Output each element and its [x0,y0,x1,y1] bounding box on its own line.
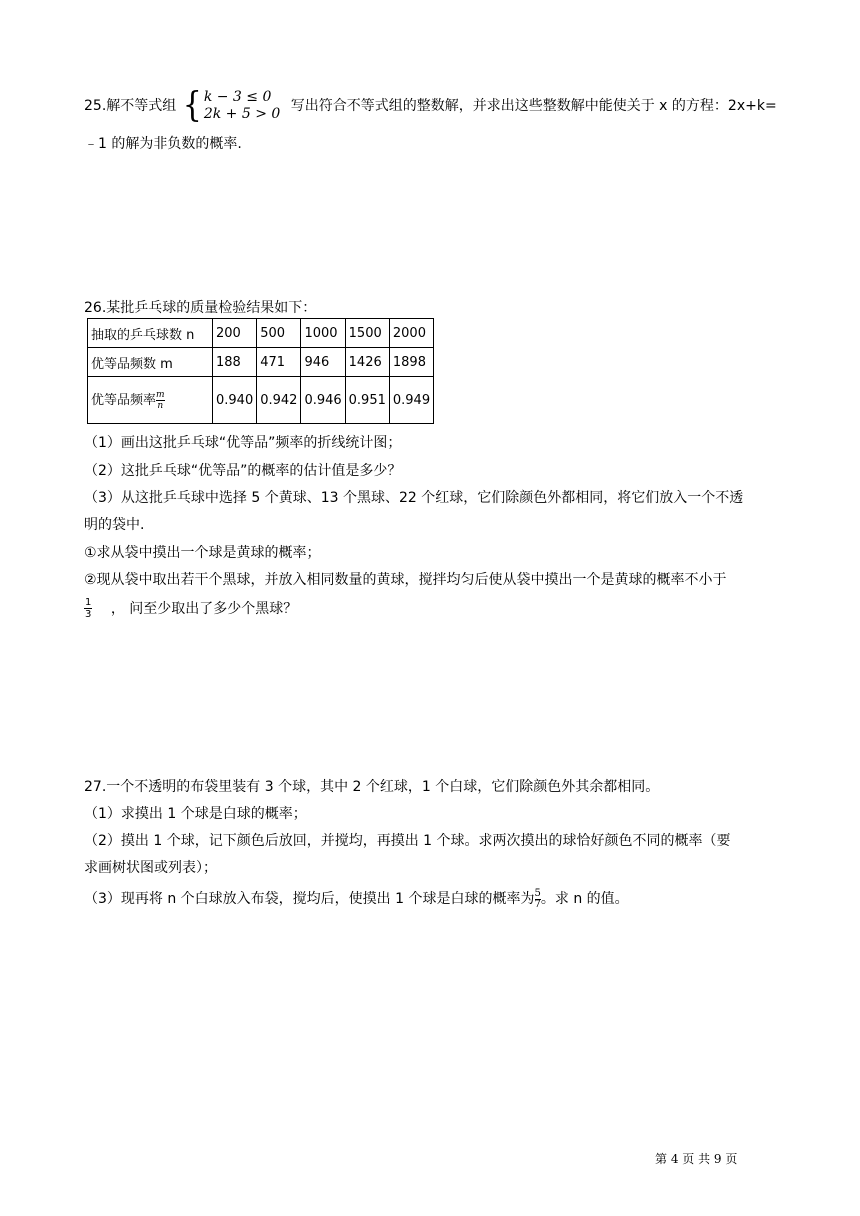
brace-symbol: { [182,85,202,126]
q27-part3-pre: （3）现再将 n 个白球放入布袋，搅均后，使摸出 1 个球是白球的概率为 [84,891,535,907]
page-number: 第 4 页 共 9 页 [655,1152,738,1166]
table-cell: 优等品频数 m [88,348,213,377]
q27-part1: （1）求摸出 1 个球是白球的概率； [84,806,307,822]
fraction-one-third [84,597,92,620]
fraction-denominator: 7 [534,898,541,910]
table-cell: 188 [213,348,257,377]
table-cell: 0.951 [345,377,389,424]
q26-part3-line1: （3）从这批乒乓球中选择 5 个黄球、13 个黑球、22 个红球，它们除颜色外都相同，将它们放入一个不透 [84,490,744,506]
fraction-m-over-n [156,390,165,411]
q25-rest: 写出符合不等式组的整数解，并求出这些整数解中能使关于 x 的方程：2x+k= [290,98,777,114]
table-cell: 0.942 [257,377,301,424]
table-cell: 2000 [389,319,433,348]
fraction-numerator: m [156,390,165,400]
table-cell: 0.949 [389,377,433,424]
q26-sub2-tail: ， 问至少取出了多少个黑球？ [110,600,298,617]
q26-part3-line2: 明的袋中. [84,517,145,533]
fraction-numerator: 5 [534,887,541,899]
table-cell: 1426 [345,348,389,377]
fraction-denominator: n [157,401,164,411]
q27-part3-post: 。求 n 的值。 [540,891,629,907]
q25-line2: ﹣1 的解为非负数的概率. [84,136,242,152]
q26-sub2-line2 [84,597,297,620]
table-row [88,319,434,348]
table-row [88,348,434,377]
q26-part2: （2）这批乒乓球“优等品”的概率的估计值是多少？ [84,463,402,479]
table-cell: 471 [257,348,301,377]
quality-table [87,318,434,424]
q26-title: 26.某批乒乓球的质量检验结果如下： [84,300,317,316]
q26-sub2-line1: ②现从袋中取出若干个黑球，并放入相同数量的黄球，搅拌均匀后使从袋中摸出一个是黄球的概率不小于 [84,572,727,588]
table-cell: 1000 [301,319,345,348]
q27-part3 [84,888,629,910]
table-cell: 0.940 [213,377,257,424]
table-cell [88,377,213,424]
fraction-denominator: 3 [85,609,92,620]
table-cell: 1898 [389,348,433,377]
table-row [88,377,434,424]
fraction-numerator: 1 [85,597,92,608]
q27-part2-line1: （2）摸出 1 个球，记下颜色后放回，并搅均，再摸出 1 个球。求两次摸出的球恰好颜色不同的概率（要 [84,833,731,849]
q26-part1: （1）画出这批乒乓球“优等品”频率的折线统计图； [84,435,402,451]
inequality-system [182,85,281,126]
table-cell: 0.946 [301,377,345,424]
q27-part2-line2: 求画树状图或列表）； [84,860,217,876]
table-cell: 946 [301,348,345,377]
inequality-2: 2k + 5 > 0 [203,106,281,122]
q26-sub1: ①求从袋中摸出一个球是黄球的概率； [84,545,321,561]
table-cell: 500 [257,319,301,348]
q25-prefix: 25.解不等式组 [84,98,177,114]
row3-label: 优等品频率 [91,393,157,408]
q27-title: 27.一个不透明的布袋里装有 3 个球，其中 2 个红球，1 个白球，它们除颜色外其余都相同。 [84,779,660,795]
inequality-1: k − 3 ≤ 0 [203,89,272,105]
table-cell: 抽取的乒乓球数 n [88,319,213,348]
table-cell: 1500 [345,319,389,348]
table-cell: 200 [213,319,257,348]
q25-line1 [84,85,777,126]
